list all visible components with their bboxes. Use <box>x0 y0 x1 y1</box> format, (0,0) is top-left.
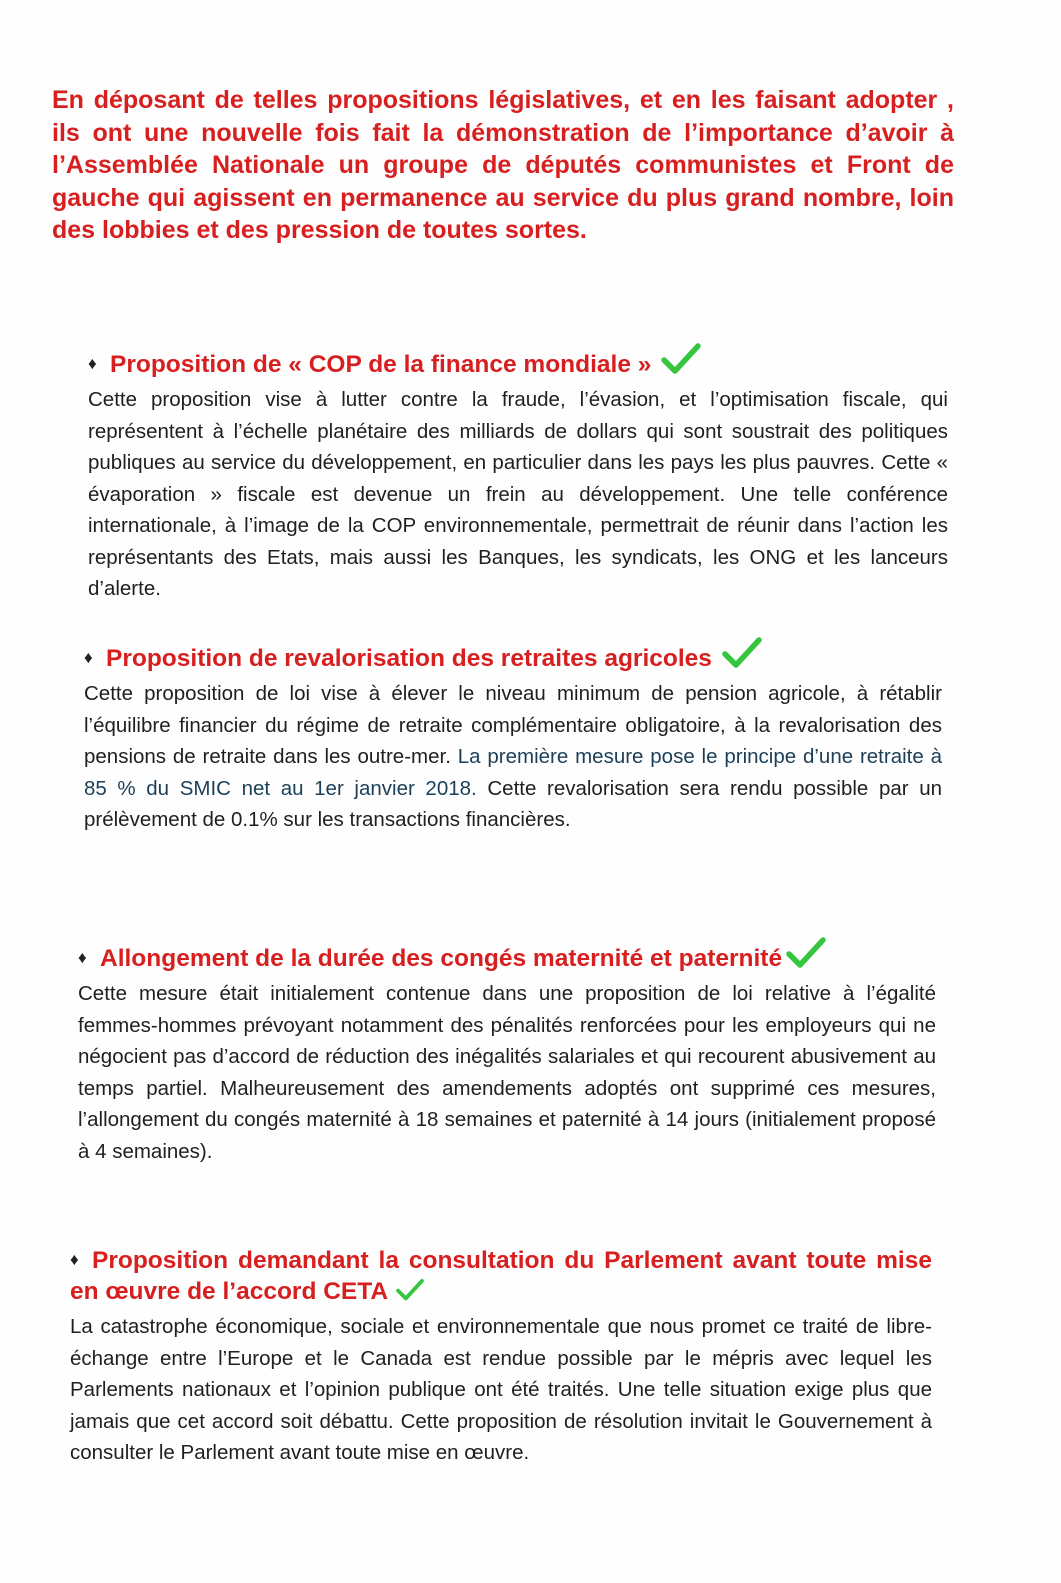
section-body: La catastrophe économique, sociale et environnementale que nous promet ce traité de libre-échange entre l’Europe et le Canada est rendue possible par le mépris avec lequel les Parlements nationaux et l’opinion publique ont été traités. Une telle situation exige plus que jamais que cet accord soit débattu. Cette proposition de résolution invitait le Gouvernement à consulter le Parlement avant toute mise en œuvre. <box>70 1315 932 1464</box>
section-conges-maternite <box>78 936 936 1167</box>
section-body: Cette mesure était initialement contenue dans une proposition de loi relative à l’égalité femmes-hommes prévoyant notamment des pénalités renforcées pour les employeurs qui ne négocient pas d’accord de réduction des inégalités salariales et qui recourent abusivement au temps partiel. Malheureusement des amendements adoptés ont supprimé ces mesures, l’allongement du congés maternité à 18 semaines et paternité à 14 jours (initialement proposé à 4 semaines). <box>78 982 936 1163</box>
diamond-bullet-icon: ♦ <box>88 354 97 373</box>
section-ceta <box>70 1244 932 1469</box>
section-heading-text: Proposition demandant la consultation du Parlement avant toute mise en œuvre de l’accord CETA <box>70 1247 932 1305</box>
section-body-part: Cette revalorisation sera rendu possible par un prélèvement de 0.1% sur les transactions financières. <box>84 776 943 831</box>
diamond-bullet-icon: ♦ <box>84 648 93 667</box>
check-icon <box>396 1277 424 1303</box>
section-body-part: Cette proposition de loi vise à élever le niveau minimum de pension agricole, à rétablir l’équilibre financier du régime de retraite complémentaire obligatoire, à la revalorisation des pensions de retraite dans les outre-mer. <box>84 682 942 768</box>
diamond-bullet-icon: ♦ <box>70 1250 79 1269</box>
section-heading-text: Allongement de la durée des congés maternité et paternité <box>100 945 783 972</box>
section-heading <box>70 1244 932 1307</box>
check-icon <box>661 342 701 376</box>
section-retraites-agricoles <box>84 636 942 836</box>
diamond-bullet-icon: ♦ <box>78 948 87 967</box>
section-heading <box>78 936 936 974</box>
section-body <box>84 678 942 836</box>
section-heading <box>88 342 948 380</box>
section-cop-finance <box>88 342 948 605</box>
check-icon <box>786 936 826 970</box>
section-heading-text: Proposition de revalorisation des retraites agricoles <box>106 645 712 672</box>
section-body-highlight: La première mesure pose le principe d’une retraite à 85 % du SMIC net au 1er janvier 2018. <box>84 745 942 800</box>
intro-paragraph: En déposant de telles propositions législatives, et en les faisant adopter , ils ont une nouvelle fois fait la démonstration de l’importance d’avoir à l’Assemblée Nationale un groupe de députés communistes et Front de gauche qui agissent en permanence au service du plus grand nombre, loin des lobbies et des pression de toutes sortes. <box>52 86 954 244</box>
section-body: Cette proposition vise à lutter contre la fraude, l’évasion, et l’optimisation fiscale, qui représentent à l’échelle planétaire des milliards de dollars qui sont soustrait des politiques publiques au service du développement, en particulier dans les pays les plus pauvres. Cette « évaporation » fiscale est devenue un frein au développement. Une telle conférence internationale, à l’image de la COP environnementale, permettrait de réunir dans l’action les représentants des Etats, mais aussi les Banques, les syndicats, les ONG et les lanceurs d’alerte. <box>88 388 948 600</box>
check-icon <box>722 636 762 670</box>
section-heading-text: Proposition de « COP de la finance mondiale » <box>110 351 652 378</box>
section-heading <box>84 636 942 674</box>
